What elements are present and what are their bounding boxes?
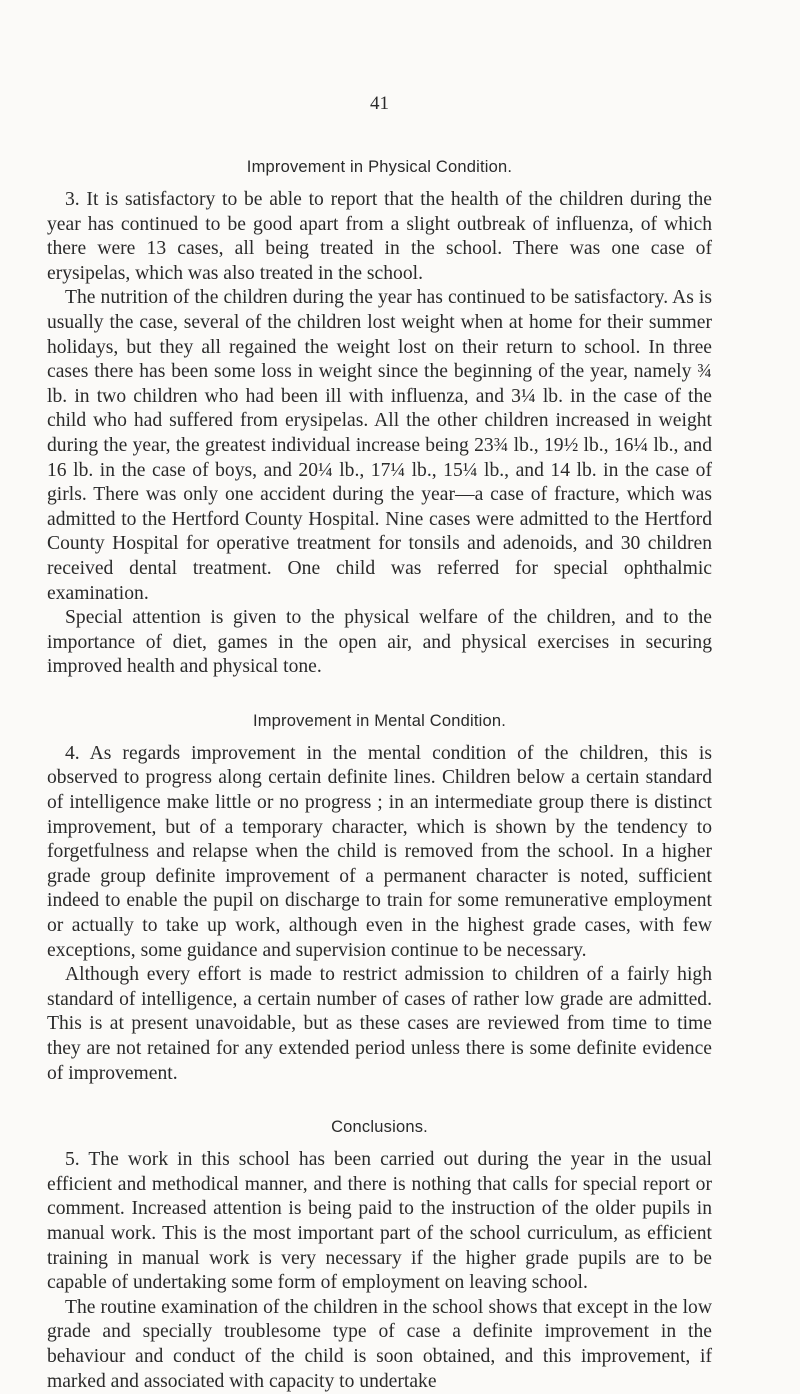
paragraph-health: 3. It is satisfactory to be able to report that the health of the children during the year has continued to be good apart from a slight outbreak of influenza, of which there were 13 cases, all being treated in the school. There was one case of erysipelas, which was also treated in the school. [47, 189, 712, 284]
section-mental-condition [47, 710, 712, 1086]
paragraph-nutrition: The nutrition of the children during the year has continued to be satisfactory. As is usually the case, several of the children lost weight when at home for their summer holidays, but they all regained the weight lost on their return to school. In three cases there has been some loss in weight since the beginning of the year, namely ¾ lb. in two children who had been ill with influenza, and 3¼ lb. in the case of the child who had suffered from erysipelas. All the other children increased in weight during the year, the greatest individual increase being 23¾ lb., 19½ lb., 16¼ lb., and 16 lb. in the case of boys, and 20¼ lb., 17¼ lb., 15¼ lb., and 14 lb. in the case of girls. There was only one accident during the year—a case of fracture, which was admitted to the Hertford County Hospital. Nine cases were admitted to the Hertford County Hospital for operative treatment for tonsils and adenoids, and 30 children received dental treatment. One child was referred for special ophthalmic examination. [47, 287, 712, 604]
paragraph-routine-examination: The routine examination of the children in the school shows that except in the low grade and specially troublesome type of case a definite improvement in the behaviour and conduct of the child is soon obtained, and this improvement, if marked and associated with capacity to undertake [47, 1296, 712, 1392]
paragraph-mental-progress: 4. As regards improvement in the mental condition of the children, this is observed to progress along certain definite lines. Children below a certain standard of intelligence make little or no progress ; in an intermediate group there is distinct improvement, but of a temporary character, which is shown by the tendency to forgetfulness and relapse when the child is removed from the school. In a higher grade group definite improvement of a permanent character is noted, sufficient indeed to enable the pupil on discharge to train for some remunerative employment or actually to take up work, although even in the highest grade cases, with few exceptions, some guidance and supervision continue to be necessary. [47, 742, 712, 961]
section-heading-mental: Improvement in Mental Condition. [252, 711, 507, 730]
section-physical-condition [47, 156, 712, 680]
paragraph-admission: Although every effort is made to restrict admission to children of a fairly high standard of intelligence, a certain number of cases of rather low grade are admitted. This is at present unavoidable, but as these cases are reviewed from time to time they are not retained for any extended period unless there is some definite evidence of improvement. [47, 964, 712, 1084]
page-number: 41 [370, 93, 389, 114]
paragraph-school-work: 5. The work in this school has been carried out during the year in the usual efficient and methodical manner, and there is nothing that calls for special report or comment. Increased attention is being paid to the instruction of the older pupils in manual work. This is the most important part of the school curriculum, as efficient training in manual work is very necessary if the higher grade pupils are to be capable of undertaking some form of employment on leaving school. [47, 1149, 712, 1294]
section-heading-conclusions: Conclusions. [331, 1118, 428, 1137]
section-heading-physical: Improvement in Physical Condition. [246, 158, 513, 176]
section-conclusions [47, 1116, 712, 1394]
paragraph-physical-welfare: Special attention is given to the physical welfare of the children, and to the importance of diet, games in the open air, and physical exercises in securing improved health and physical tone. [47, 607, 712, 678]
